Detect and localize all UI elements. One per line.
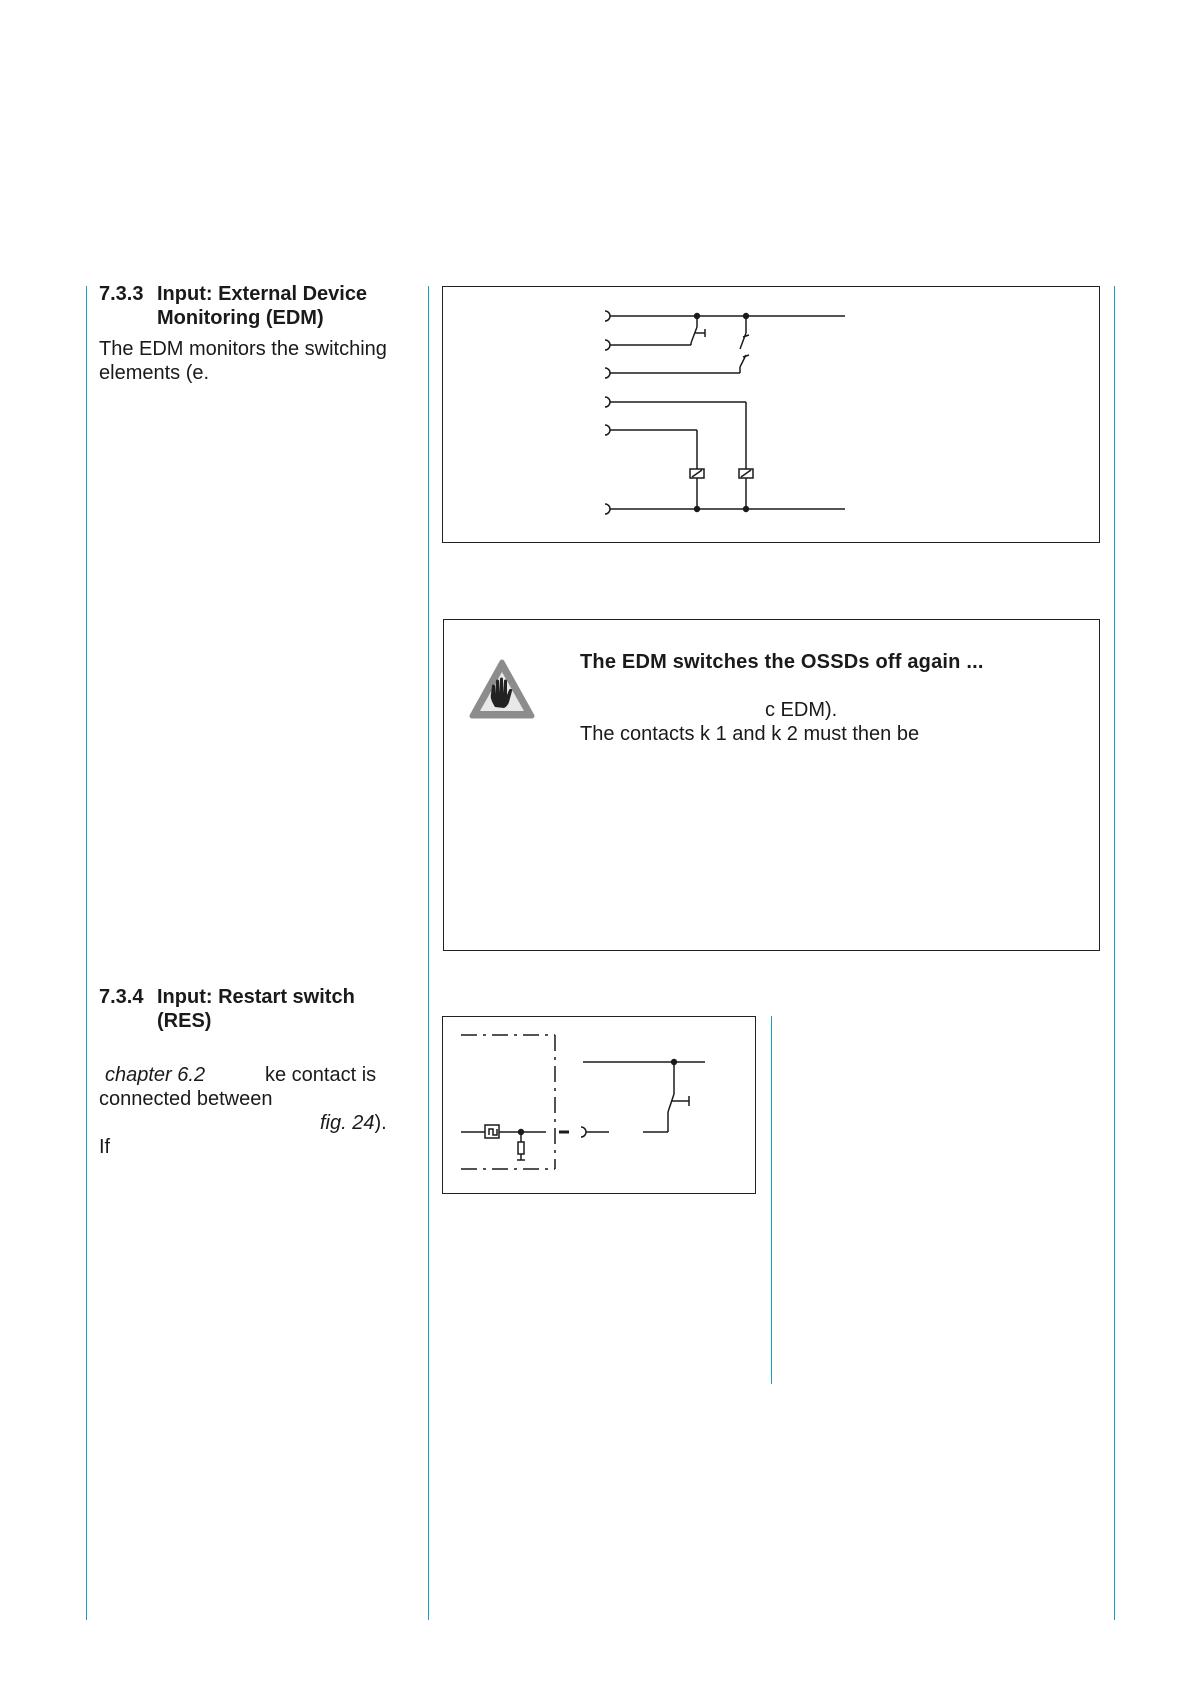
edm-circuit-diagram [443,287,1099,542]
edm-circuit-figure [442,286,1100,543]
section-734-heading [99,985,399,1033]
warning-title: The EDM switches the OSSDs off again ... [580,651,984,673]
edm-paragraph: The EDM monitors the switching elements (e. [99,338,387,384]
section-title-line2: (RES) [157,1010,212,1032]
res-text-c: If [99,1136,111,1158]
res-text-line3 [320,1111,387,1135]
chapter-reference-link[interactable]: chapter 6.2 [105,1064,206,1086]
right-column-rule [1114,286,1115,1620]
warning-hand-icon [468,658,536,720]
warning-box [443,619,1100,951]
figure-column-rule [771,1016,772,1384]
restart-circuit-figure [442,1016,756,1194]
res-text-line1 [99,1063,379,1087]
section-number: 7.3.3 [99,283,144,305]
res-text-b: connected between [99,1088,273,1110]
figure-reference-tail: ). [374,1112,387,1134]
section-title-line1: Input: External Device [157,283,368,305]
section-title-line1: Input: Restart switch [157,986,355,1008]
section-733-heading [99,282,399,330]
warning-line2: The contacts k 1 and k 2 must then be [580,723,920,745]
left-column-rule [86,286,87,1620]
middle-column-rule [428,286,429,1620]
section-number: 7.3.4 [99,986,144,1008]
figure-reference-link[interactable]: fig. 24 [320,1112,375,1134]
section-title-line2: Monitoring (EDM) [157,307,324,329]
res-text-a: ke contact is [265,1064,377,1086]
warning-line1: c EDM). [765,699,838,721]
restart-circuit-diagram [443,1017,755,1193]
